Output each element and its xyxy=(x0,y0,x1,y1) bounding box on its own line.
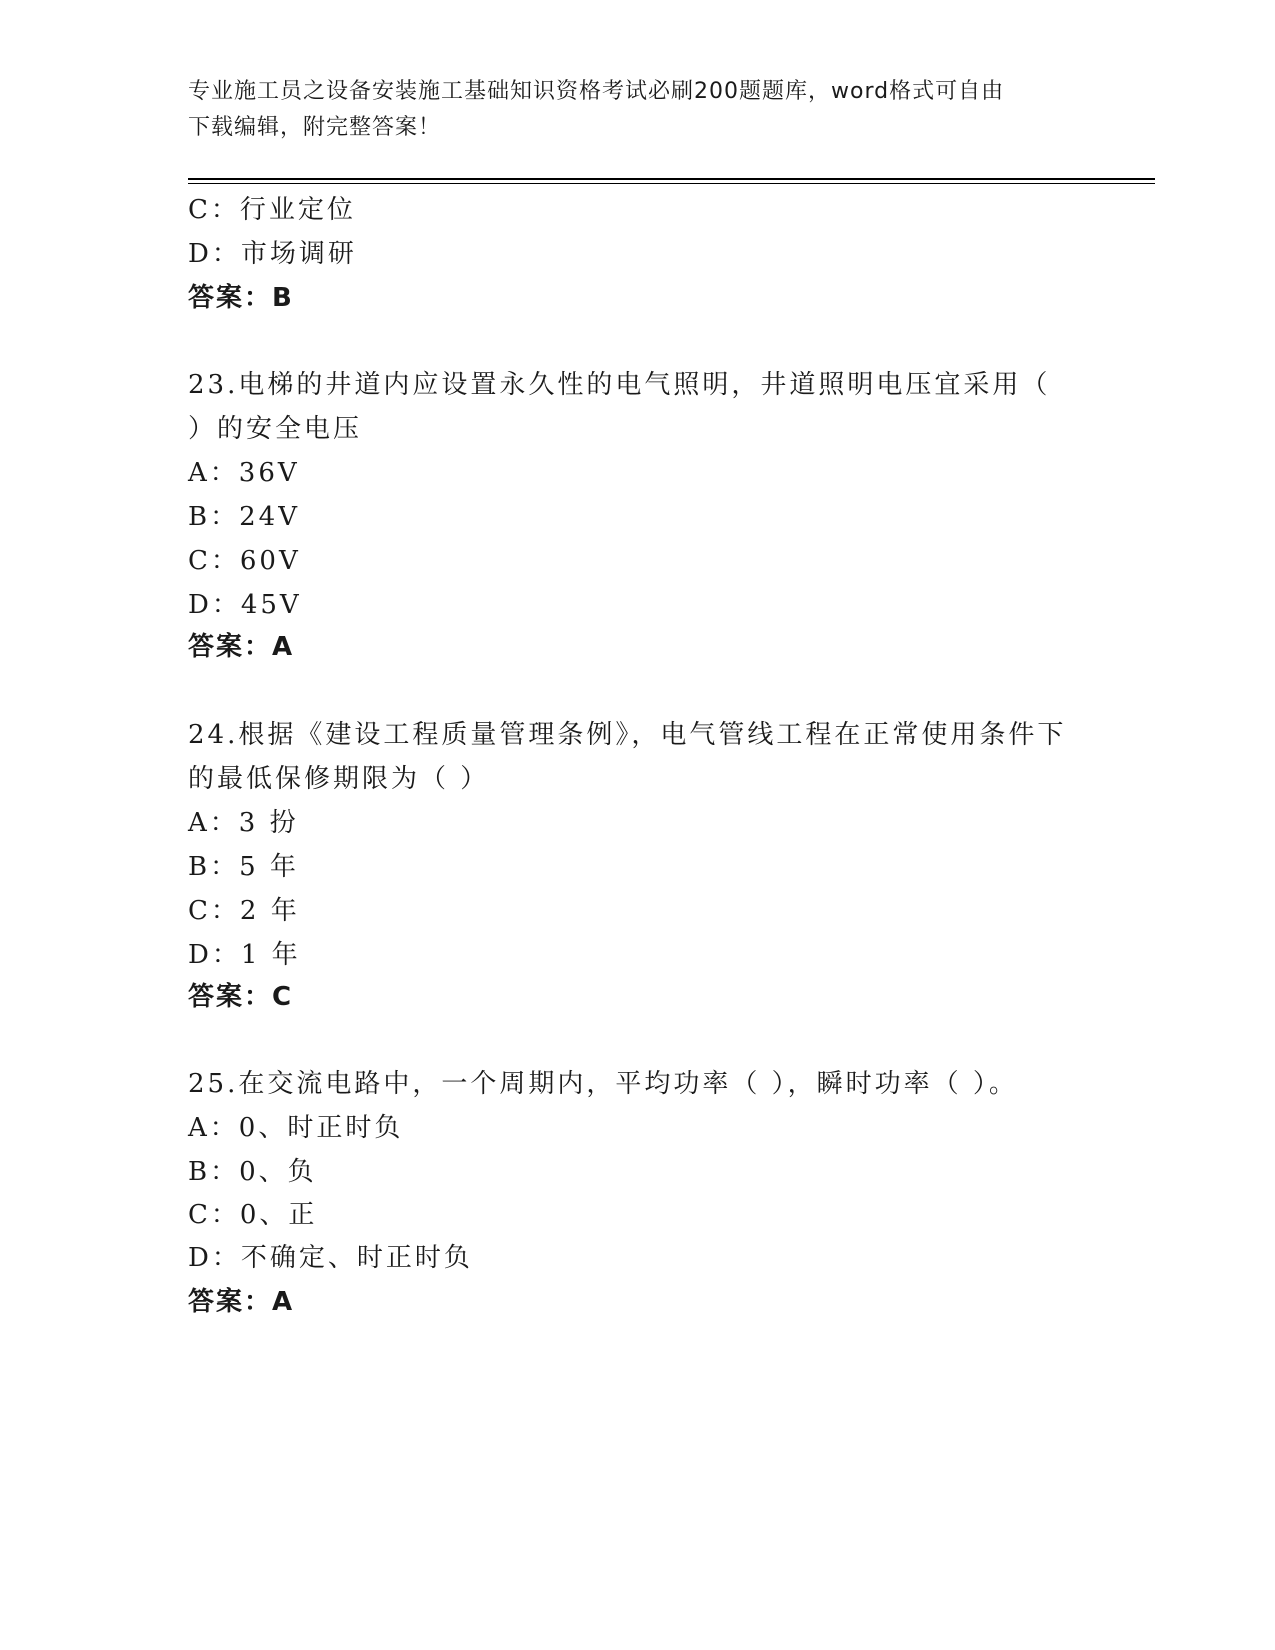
q24-stem-line-1: 24.根据《建设工程质量管理条例》，电气管线工程在正常使用条件下 xyxy=(188,720,1067,750)
q25-answer: 答案：A xyxy=(188,1287,295,1317)
q25-option-c: C：0、正 xyxy=(188,1200,318,1230)
q25-option-d: D：不确定、时正时负 xyxy=(188,1243,473,1273)
q24-option-d: D：1 年 xyxy=(188,940,301,970)
q22-answer: 答案：B xyxy=(188,283,294,313)
q24-stem-line-2: 的最低保修期限为（ ） xyxy=(188,764,490,794)
header-line-1: 专业施工员之设备安装施工基础知识资格考试必刷200题题库，word格式可自由 xyxy=(188,79,1005,104)
q22-option-c: C：行业定位 xyxy=(188,195,356,225)
q23-option-a: A：36V xyxy=(188,458,300,488)
q23-option-b: B：24V xyxy=(188,502,300,532)
q23-answer: 答案：A xyxy=(188,632,295,662)
header-divider-thick xyxy=(188,178,1155,180)
document-header xyxy=(188,74,1068,146)
q24-option-a: A：3 扮 xyxy=(188,808,299,838)
header-divider-thin xyxy=(188,183,1155,184)
header-line-2: 下载编辑，附完整答案！ xyxy=(188,115,442,140)
q25-option-a: A：0、时正时负 xyxy=(188,1113,404,1143)
q22-option-d: D：市场调研 xyxy=(188,239,357,269)
q23-stem-line-1: 23.电梯的井道内应设置永久性的电气照明，井道照明电压宜采用（ xyxy=(188,370,1051,400)
q23-stem-line-2: ）的安全电压 xyxy=(188,414,363,444)
q25-option-b: B：0、负 xyxy=(188,1157,317,1187)
q24-answer: 答案：C xyxy=(188,982,294,1012)
q24-option-b: B：5 年 xyxy=(188,852,299,882)
q23-option-c: C：60V xyxy=(188,546,301,576)
q24-option-c: C：2 年 xyxy=(188,896,300,926)
q25-stem-line-1: 25.在交流电路中，一个周期内，平均功率（ ），瞬时功率（ ）。 xyxy=(188,1069,1018,1099)
q23-option-d: D：45V xyxy=(188,590,302,620)
